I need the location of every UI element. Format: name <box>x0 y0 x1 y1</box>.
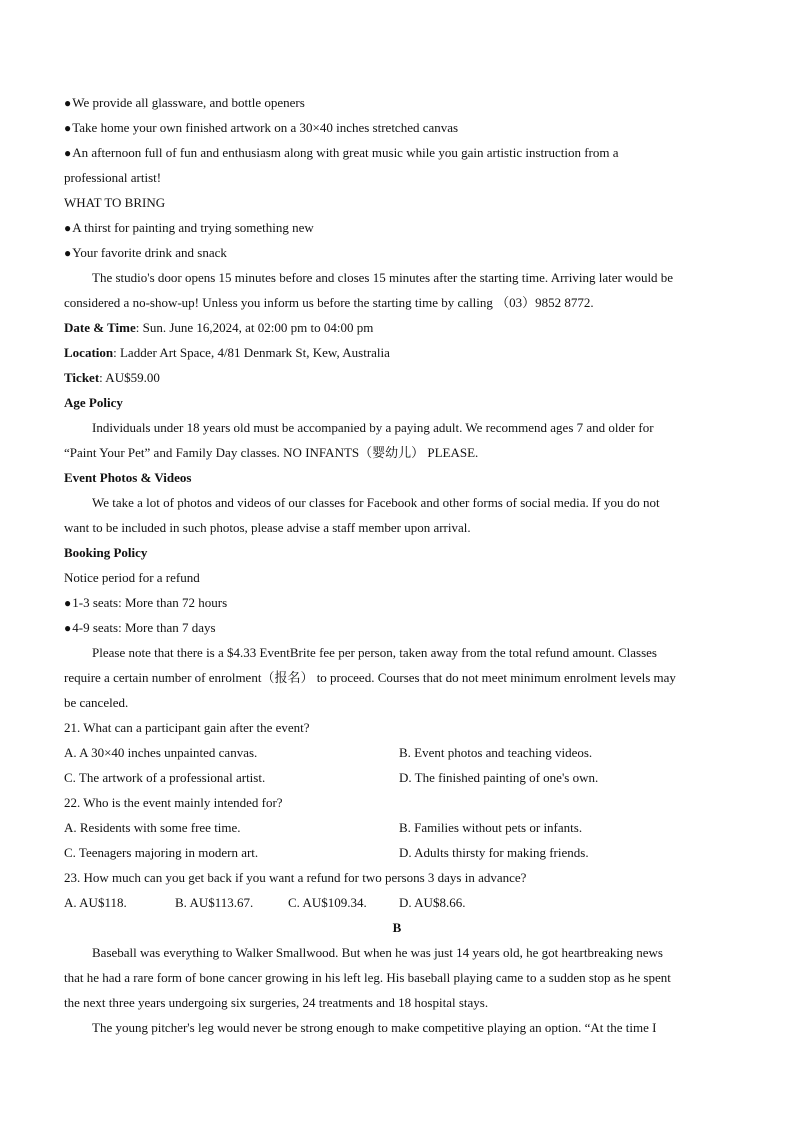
photos-heading: Event Photos & Videos <box>64 470 192 485</box>
bullet-icon: ● <box>64 121 72 135</box>
ticket-row <box>64 365 730 390</box>
booking-policy-heading: Booking Policy <box>64 545 148 560</box>
option-d: D. The finished painting of one's own. <box>399 770 599 785</box>
location-row <box>64 340 730 365</box>
option-c: C. AU$109.34. <box>288 895 367 910</box>
paragraph-line: “Paint Your Pet” and Family Day classes. NO INFANTS（婴幼儿） PLEASE. <box>64 445 479 460</box>
paragraph-line: want to be included in such photos, please advise a staff member upon arrival. <box>64 520 471 535</box>
paragraph-line: the next three years undergoing six surgeries, 24 treatments and 18 hospital stays. <box>64 995 489 1010</box>
option-b: B. Event photos and teaching videos. <box>399 745 593 760</box>
bullet-item: ●Your favorite drink and snack <box>64 245 227 260</box>
bullet-icon: ● <box>64 146 72 160</box>
paragraph-line: Baseball was everything to Walker Smallwood. But when he was just 14 years old, he got heartbreaking news <box>92 945 663 960</box>
bullet-item-continued: professional artist! <box>64 170 162 185</box>
date-time-value: : Sun. June 16,2024, at 02:00 pm to 04:00 pm <box>135 320 374 335</box>
bullet-icon: ● <box>64 246 72 260</box>
option-d: D. Adults thirsty for making friends. <box>399 845 589 860</box>
option-a: A. Residents with some free time. <box>64 820 241 835</box>
notice-line: Notice period for a refund <box>64 570 200 585</box>
location-value: : Ladder Art Space, 4/81 Denmark St, Kew, Australia <box>113 345 390 360</box>
paragraph-line: The young pitcher's leg would never be strong enough to make competitive playing an option. “At the time I <box>92 1020 657 1035</box>
section-letter: B <box>392 920 402 935</box>
question-stem: 22. Who is the event mainly intended for? <box>64 795 283 810</box>
bullet-icon: ● <box>64 596 72 610</box>
bullet-icon: ● <box>64 96 72 110</box>
date-time-row <box>64 315 730 340</box>
option-c: C. Teenagers majoring in modern art. <box>64 845 259 860</box>
question-stem: 23. How much can you get back if you want a refund for two persons 3 days in advance? <box>64 870 527 885</box>
option-row <box>64 740 730 765</box>
section-heading-what-to-bring: WHAT TO BRING <box>64 195 166 210</box>
paragraph-line: Please note that there is a $4.33 EventBrite fee per person, taken away from the total refund amount. Classes <box>92 645 657 660</box>
location-label: Location <box>64 345 114 360</box>
paragraph-line: The studio's door opens 15 minutes before and closes 15 minutes after the starting time. Arriving later would be <box>92 270 674 285</box>
bullet-icon: ● <box>64 621 72 635</box>
bullet-item: ●We provide all glassware, and bottle openers <box>64 95 305 110</box>
bullet-item: ●A thirst for painting and trying something new <box>64 220 314 235</box>
option-row <box>64 815 730 840</box>
option-row <box>64 840 730 865</box>
document-body <box>64 90 730 1040</box>
option-b: B. Families without pets or infants. <box>399 820 583 835</box>
option-b: B. AU$113.67. <box>175 895 254 910</box>
option-a: A. A 30×40 inches unpainted canvas. <box>64 745 258 760</box>
ticket-label: Ticket <box>64 370 100 385</box>
paragraph-line: We take a lot of photos and videos of our classes for Facebook and other forms of social media. If you do not <box>92 495 660 510</box>
option-a: A. AU$118. <box>64 895 127 910</box>
bullet-item: ●1-3 seats: More than 72 hours <box>64 595 228 610</box>
bullet-icon: ● <box>64 221 72 235</box>
paragraph-line: considered a no-show-up! Unless you inform us before the starting time by calling （03）9852 8772. <box>64 295 594 310</box>
paragraph-line: Individuals under 18 years old must be accompanied by a paying adult. We recommend ages 7 and older for <box>92 420 654 435</box>
date-time-label: Date & Time <box>64 320 136 335</box>
option-c: C. The artwork of a professional artist. <box>64 770 266 785</box>
bullet-item: ●4-9 seats: More than 7 days <box>64 620 216 635</box>
option-row <box>64 765 730 790</box>
option-d: D. AU$8.66. <box>399 895 466 910</box>
bullet-item: ●An afternoon full of fun and enthusiasm along with great music while you gain artistic instruction from a <box>64 145 619 160</box>
paragraph-line: that he had a rare form of bone cancer growing in his left leg. His baseball playing came to a sudden stop as he spent <box>64 970 671 985</box>
question-stem: 21. What can a participant gain after the event? <box>64 720 310 735</box>
paragraph-line: be canceled. <box>64 695 129 710</box>
option-row <box>64 890 730 915</box>
paragraph-line: require a certain number of enrolment（报名） to proceed. Courses that do not meet minimum enrolment levels may <box>64 670 676 685</box>
age-policy-heading: Age Policy <box>64 395 123 410</box>
ticket-value: : AU$59.00 <box>99 370 160 385</box>
bullet-item: ●Take home your own finished artwork on a 30×40 inches stretched canvas <box>64 120 459 135</box>
